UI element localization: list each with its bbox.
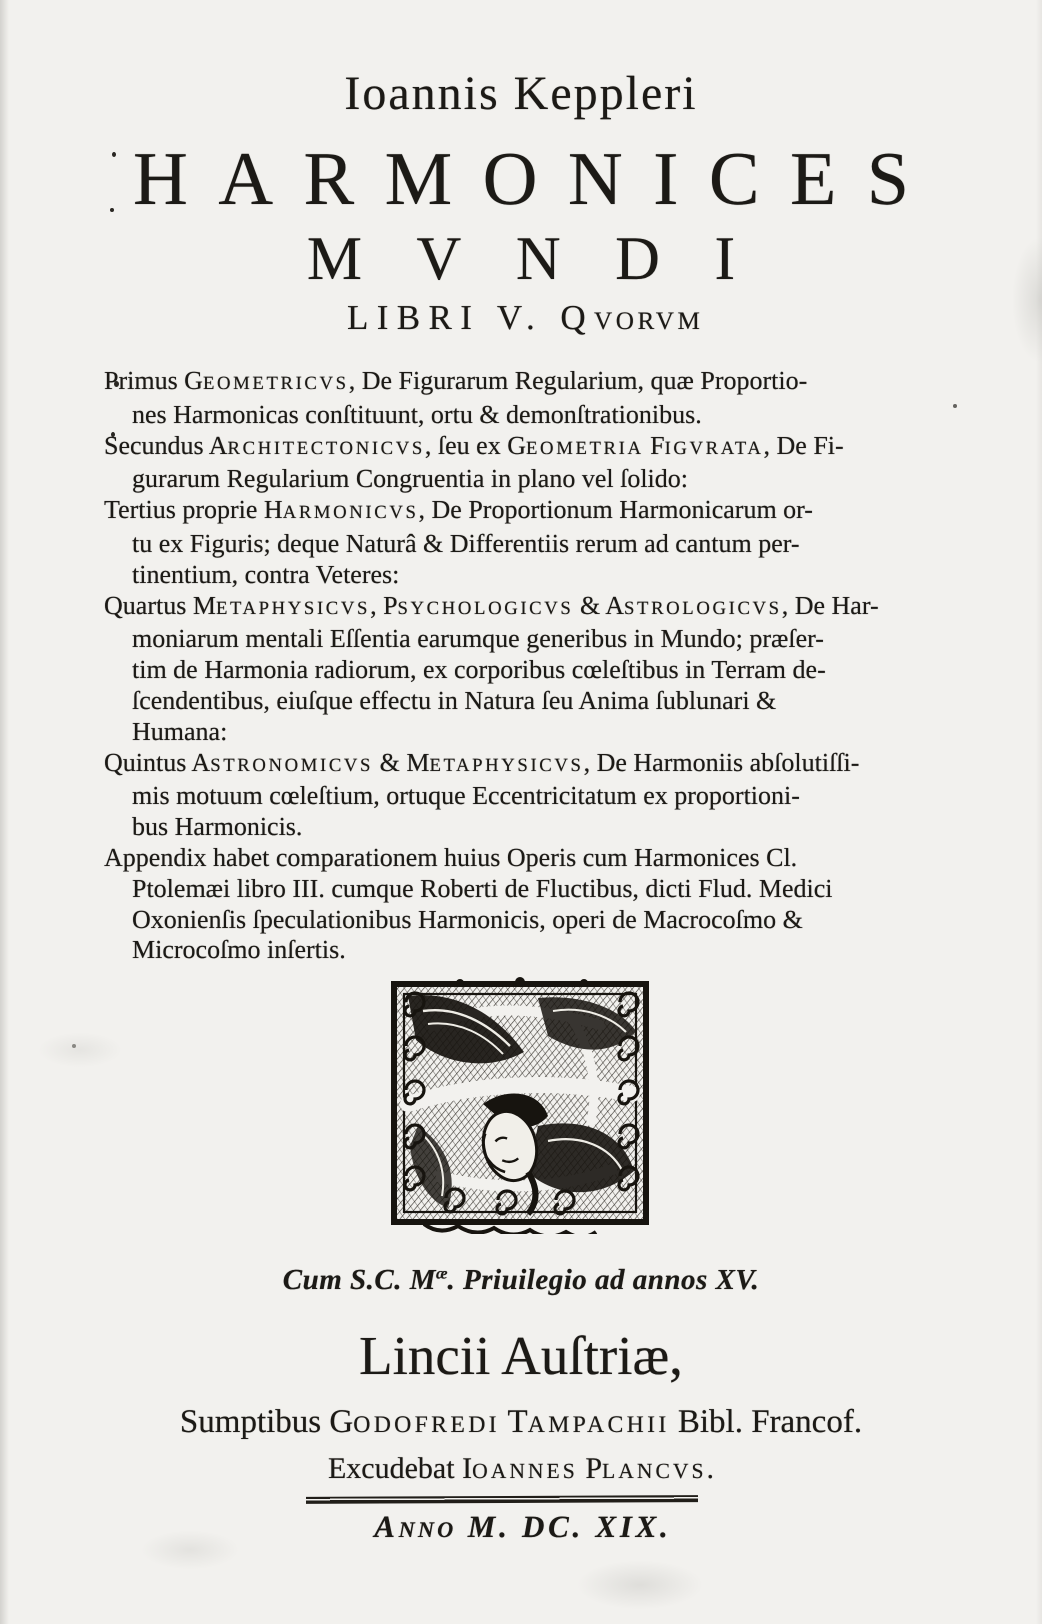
text-line [104,686,918,717]
text-segment: bus Harmonicis. [132,812,303,842]
small-caps-text: STROLOGICVS [624,597,782,619]
book-description-paragraph [104,748,918,843]
text-segment: Microcoſmo inſertis. [132,935,346,965]
text-segment: , De Har- [781,590,879,620]
author-line: Ioannis Keppleri [344,67,698,120]
superscript-text: æ [436,1265,448,1283]
text-line [104,624,918,655]
text-segment: . Priuilegio ad annos XV. [447,1264,760,1296]
paper-speckle [953,404,957,408]
text-line [104,400,918,431]
privilege-line [0,1264,1042,1297]
text-line [104,874,918,905]
small-caps-text: EOMETRIA [526,437,644,459]
text-segment: gurarum Regularium Congruentia in plano vel ſolido: [132,464,689,494]
text-segment: Ptolemæi libro III. cumque Roberti de Fluctibus, dicti Flud. Medici [132,873,833,903]
text-segment: , ſeu ex G [424,430,527,460]
text-segment: P [577,1452,602,1485]
text-segment: Sumptibus G [179,1404,354,1440]
text-line [104,812,918,843]
text-segment: Primus G [104,366,203,395]
small-caps-text: AMPACHII [527,1412,670,1438]
text-segment: A [374,1509,399,1544]
text-segment: M. DC. XIX. [456,1509,672,1544]
small-caps-text: SYCHOLOGICVS [397,597,574,619]
imprint-publisher [0,1404,1042,1441]
book-list [104,366,918,966]
text-segment: Secundus A [104,430,228,460]
text-segment: Appendix habet comparationem huius Operis cum Harmonices Cl. [104,842,798,872]
small-caps-text: ETAPHYSICVS [429,754,584,776]
text-segment: LIBRI V. Q [346,298,595,337]
text-segment: & A [573,590,625,620]
book-description-paragraph [104,495,918,590]
text-segment: tu ex Figuris; deque Naturâ & Differentiis rerum ad cantum per- [132,528,800,558]
book-title-sub: MVNDI [306,225,790,293]
text-segment: & M [373,747,430,777]
small-caps-text: VORVM [594,308,704,335]
text-segment: , P [370,590,398,620]
text-segment: Humana: [132,716,228,746]
text-line [104,464,918,495]
text-segment: , De Figurarum Regularium, quæ Proportio- [348,366,808,395]
text-segment: mis motuum cœleſtium, ortuque Eccentricitatum ex proportioni- [132,781,800,811]
small-caps-text: ETAPHYSICVS [215,597,371,619]
small-caps-text: IGVRATA [664,437,764,459]
woodcut-ornament [388,976,652,1234]
divider-rule [306,1495,698,1504]
book-title-main: HARMONICES [132,137,940,221]
text-line [104,495,918,529]
text-segment: Bibl. Francof. [669,1404,863,1440]
woodcut-emblem-image [388,976,652,1234]
small-caps-text: ODOFREDI [353,1412,500,1438]
small-caps-text: STRONOMICVS [210,754,374,776]
text-segment: , De Proportionum Harmonicarum or- [418,495,813,525]
paper-speckle [72,1044,76,1048]
text-line [104,748,918,782]
book-description-paragraph [104,591,918,748]
imprint-place: Lincii Auſtriæ, [359,1325,683,1386]
text-line [104,935,918,966]
text-line [104,366,918,400]
imprint-printer [0,1452,1042,1486]
text-segment: , De Fi- [763,430,844,460]
text-segment: moniarum mentali Eſſentia earumque generibus in Mundo; præſer- [132,624,824,654]
text-segment: F [643,430,665,460]
text-segment: Quintus A [104,747,211,777]
text-line [104,591,918,625]
imprint-year [0,1509,1042,1545]
text-line [104,431,918,465]
text-segment: tim de Harmonia radiorum, ex corporibus cœleſtibus in Terram de- [132,655,826,685]
text-segment: nes Harmonicas conſtituunt, ortu & demonſtrationibus. [132,399,702,429]
text-segment: , De Harmoniis abſolutiſſi- [583,747,860,777]
book-description-paragraph [104,843,918,966]
text-segment: . [706,1452,715,1485]
text-segment: Excudebat I [327,1452,473,1485]
text-segment: ſcendentibus, eiuſque effectu in Natura ſeu Anima ſublunari & [132,685,777,715]
text-line [104,529,918,560]
libri-quorum-line [0,298,1042,338]
text-line [104,717,918,748]
small-caps-text: RCHITECTONICVS [227,437,425,459]
text-line [104,781,918,812]
small-caps-text: ARMONICVS [282,502,419,524]
text-segment: Cum S.C. M [282,1264,437,1296]
text-segment: tinentium, contra Veteres: [132,559,400,589]
book-description-paragraph [104,366,918,431]
text-line [104,905,918,936]
small-caps-text: LANCVS [602,1459,707,1483]
text-line [104,655,918,686]
text-segment: T [499,1404,528,1440]
small-caps-text: OANNES [472,1459,578,1483]
small-caps-text: NNO [398,1517,457,1542]
text-line [104,843,918,874]
book-description-paragraph [104,431,918,496]
text-line [104,560,918,591]
text-segment: Quartus M [104,590,216,620]
text-segment: Oxonienſis ſpeculationibus Harmonicis, operi de Macrocoſmo & [132,904,803,934]
text-segment: Tertius proprie H [104,495,283,525]
small-caps-text: EOMETRICVS [202,373,349,394]
